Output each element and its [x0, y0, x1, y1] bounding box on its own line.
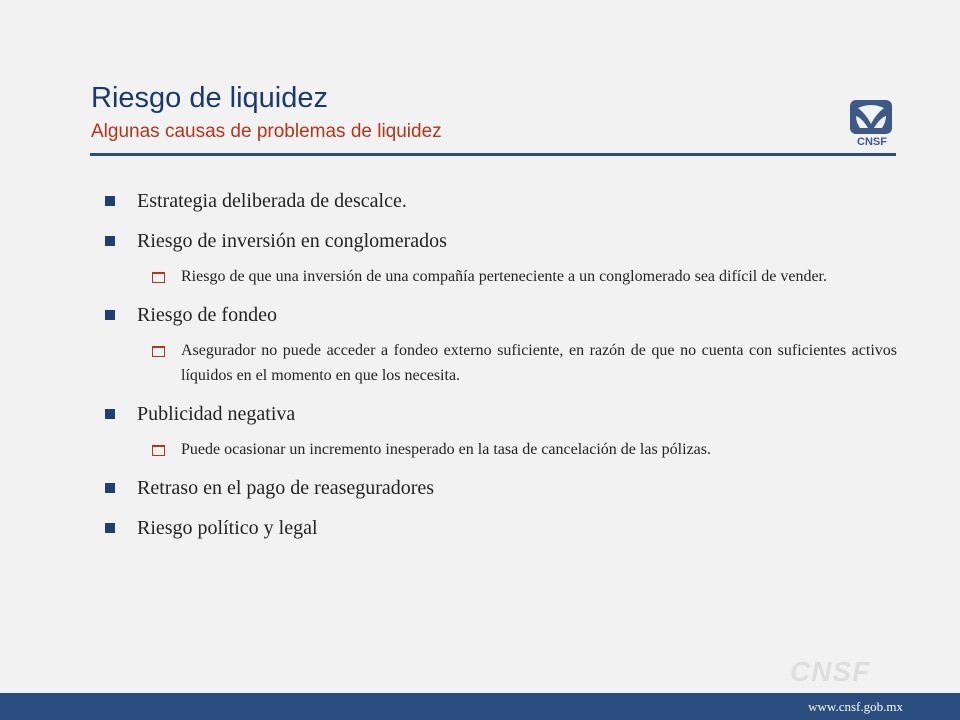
- square-bullet-icon: [105, 310, 115, 320]
- list-item: [105, 475, 897, 501]
- square-bullet-icon: [105, 196, 115, 206]
- list-item: [105, 188, 897, 214]
- slide-title: Riesgo de liquidez: [91, 82, 328, 114]
- square-bullet-icon: [105, 483, 115, 493]
- list-item: [105, 302, 897, 328]
- sub-list-item-text: Asegurador no puede acceder a fondeo externo suficiente, en razón de que no cuenta con suficientes activos líquidos en el momento en que los necesita.: [181, 342, 897, 384]
- list-item: [105, 401, 897, 427]
- list-item-text: Publicidad negativa: [137, 403, 296, 425]
- sub-list-item-text: Riesgo de que una inversión de una compañía perteneciente a un conglomerado sea difícil de vender.: [181, 268, 827, 285]
- cnsf-watermark: CNSF: [790, 656, 871, 687]
- svg-text:CNSF: CNSF: [857, 136, 887, 148]
- list-item-text: Estrategia deliberada de descalce.: [137, 190, 407, 212]
- hollow-square-bullet-icon: [152, 346, 165, 357]
- list-item: [105, 228, 897, 254]
- title-divider: [90, 153, 896, 156]
- slide-subtitle: Algunas causas de problemas de liquidez: [91, 121, 442, 142]
- bullet-list: [105, 188, 897, 555]
- footer-url[interactable]: www.cnsf.gob.mx: [808, 699, 903, 714]
- list-item-text: Riesgo político y legal: [137, 517, 318, 539]
- sub-list-item: [152, 338, 897, 388]
- sub-list-item: [152, 264, 897, 289]
- hollow-square-bullet-icon: [152, 272, 165, 283]
- list-item: [105, 515, 897, 541]
- list-item-text: Riesgo de fondeo: [137, 304, 277, 326]
- hollow-square-bullet-icon: [152, 445, 165, 456]
- list-item-text: Riesgo de inversión en conglomerados: [137, 230, 447, 252]
- square-bullet-icon: [105, 236, 115, 246]
- list-item-text: Retraso en el pago de reaseguradores: [137, 477, 435, 499]
- sub-list-item: [152, 437, 897, 462]
- cnsf-logo: [846, 98, 898, 148]
- sub-list-item-text: Puede ocasionar un incremento inesperado en la tasa de cancelación de las pólizas.: [181, 441, 711, 458]
- square-bullet-icon: [105, 409, 115, 419]
- footer-bar: [0, 693, 960, 720]
- square-bullet-icon: [105, 523, 115, 533]
